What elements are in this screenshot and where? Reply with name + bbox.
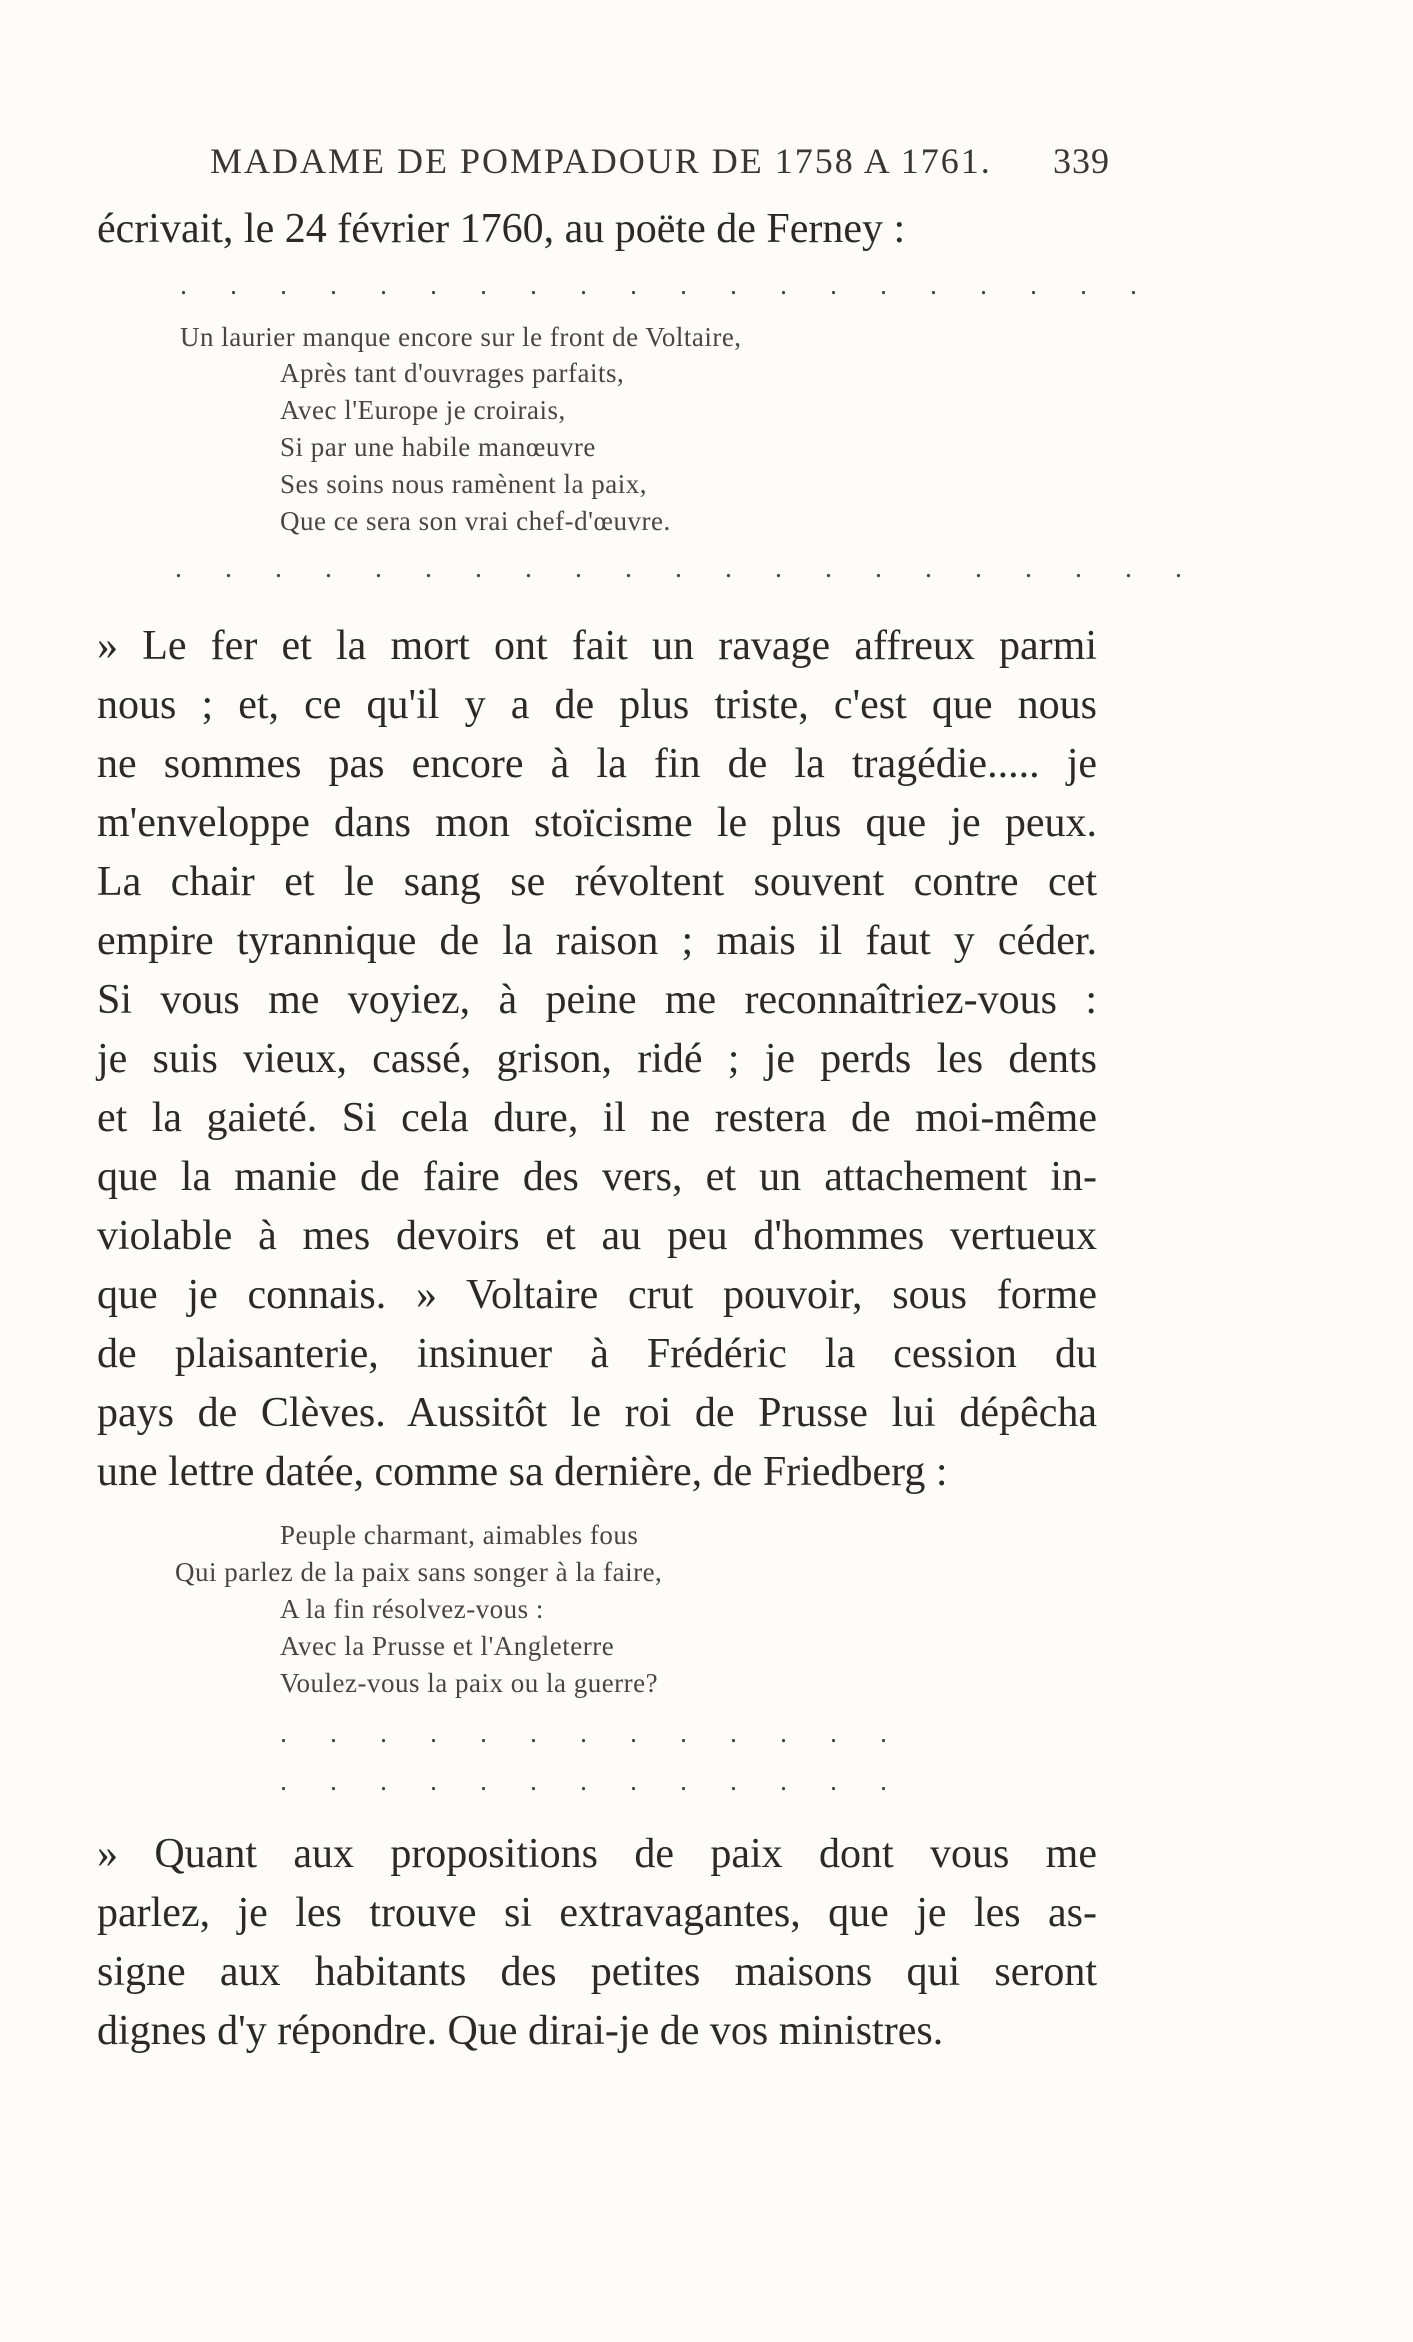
verse-line: Si par une habile manœuvre [280,432,596,462]
paragraph-line: violable à mes devoirs et au peu d'hommes vertueux [97,1213,1097,1259]
verse-line: Voulez-vous la paix ou la guerre? [280,1668,659,1698]
paragraph-line: empire tyrannique de la raison ; mais il faut y céder. [97,918,1097,964]
opening-line: écrivait, le 24 février 1760, au poëte de Ferney : [97,206,906,252]
paragraph-line: ne sommes pas encore à la fin de la tragédie..... je [97,741,1097,787]
running-head [210,140,1110,184]
paragraph-line: nous ; et, ce qu'il y a de plus triste, c'est que nous [97,682,1097,728]
paragraph-line: parlez, je les trouve si extravagantes, que je les as- [97,1890,1097,1936]
verse-line: Un laurier manque encore sur le front de Voltaire, [180,322,742,352]
paragraph-line: pays de Clèves. Aussitôt le roi de Prusse lui dépêcha [97,1390,1097,1436]
paragraph-line: et la gaieté. Si cela dure, il ne restera de moi-même [97,1095,1097,1141]
ellipsis-row: . . . . . . . . . . . . . [280,1718,905,1749]
paragraph-line: » Le fer et la mort ont fait un ravage affreux parmi [97,623,1097,669]
paragraph-line: m'enveloppe dans mon stoïcisme le plus que je peux. [97,800,1097,846]
paragraph-line: je suis vieux, cassé, grison, ridé ; je perds les dents [97,1036,1097,1082]
verse-line: Après tant d'ouvrages parfaits, [280,358,625,388]
verse-line: Que ce sera son vrai chef-d'œuvre. [280,506,671,536]
running-head-title: MADAME DE POMPADOUR DE 1758 A 1761. [210,141,992,181]
verse-line: Avec la Prusse et l'Angleterre [280,1631,615,1661]
paragraph-line: Si vous me voyiez, à peine me reconnaîtriez-vous : [97,977,1097,1023]
paragraph-line: une lettre datée, comme sa dernière, de Friedberg : [97,1449,948,1495]
paragraph-line: de plaisanterie, insinuer à Frédéric la cession du [97,1331,1097,1377]
paragraph-line: dignes d'y répondre. Que dirai-je de vos ministres. [97,2008,944,2054]
paragraph-line: signe aux habitants des petites maisons qui seront [97,1949,1097,1995]
verse-line: Ses soins nous ramènent la paix, [280,469,647,499]
verse-line: Avec l'Europe je croirais, [280,395,566,425]
page-number: 339 [1053,141,1110,181]
paragraph-line: que la manie de faire des vers, et un attachement in- [97,1154,1097,1200]
paragraph-line: que je connais. » Voltaire crut pouvoir, sous forme [97,1272,1097,1318]
ellipsis-row: . . . . . . . . . . . . . [280,1766,905,1797]
verse-line: Qui parlez de la paix sans songer à la faire, [175,1557,663,1587]
verse-line: Peuple charmant, aimables fous [280,1520,639,1550]
paragraph-line: » Quant aux propositions de paix dont vous me [97,1831,1097,1877]
paragraph-line: La chair et le sang se révoltent souvent contre cet [97,859,1097,905]
ellipsis-row: . . . . . . . . . . . . . . . . . . . . . [175,553,1200,584]
ellipsis-row: . . . . . . . . . . . . . . . . . . . . [180,270,1155,301]
verse-line: A la fin résolvez-vous : [280,1594,544,1624]
